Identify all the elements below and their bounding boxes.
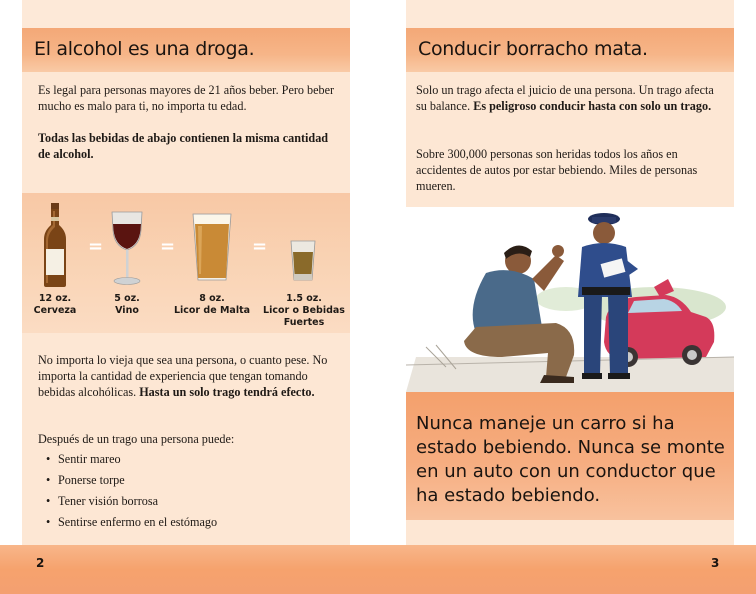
- page-number-left: 2: [36, 556, 45, 570]
- drink-name: Licor o Bebidas Fuertes: [263, 305, 345, 328]
- drink-name: Licor de Malta: [173, 305, 251, 316]
- drink-amount: 5 oz.: [114, 293, 140, 304]
- list-item: • Tener visión borrosa: [46, 491, 336, 512]
- drink-name: Vino: [115, 305, 139, 316]
- experience-bold-text: Hasta un solo trago tendrá efecto.: [139, 385, 315, 399]
- drink-label-wine: [100, 293, 154, 317]
- equals-sign-3: =: [252, 236, 268, 257]
- experience-text: No importa lo vieja que sea una persona, o cuanto pese. No importa la cantidad de experiencia que tengan tomando bebidas alcohólicas.: [38, 353, 328, 399]
- drink-amount: 1.5 oz.: [286, 293, 322, 304]
- equals-sign-1: =: [88, 236, 104, 257]
- police-traffic-stop-illustration: [406, 207, 734, 392]
- left-page-title: El alcohol es una droga.: [34, 38, 255, 60]
- list-item: • Sentirse enfermo en el estómago: [46, 512, 336, 533]
- drink-name: Cerveza: [33, 305, 77, 316]
- drink-amount: 8 oz.: [199, 293, 225, 304]
- judgment-text: Solo un trago afecta el juicio de una persona. Un trago afecta su balance.: [416, 83, 714, 113]
- right-statistics-paragraph: Sobre 300,000 personas son heridas todos los años en accidentes de autos por estar bebiendo. Miles de personas mueren.: [416, 147, 698, 193]
- beer-bottle-icon: [42, 203, 68, 287]
- left-margin: [0, 0, 22, 545]
- left-title-bar: [22, 28, 350, 72]
- drink-amount: 12 oz.: [38, 293, 72, 304]
- list-item: • Ponerse torpe: [46, 470, 336, 491]
- wine-glass-icon: [110, 210, 144, 286]
- left-effects-intro: Después de un trago una persona puede:: [38, 432, 235, 446]
- right-page-title: Conducir borracho mata.: [418, 38, 648, 60]
- left-experience-paragraph: [38, 352, 338, 400]
- judgment-bold-text: Es peligroso conducir hasta con solo un trago.: [473, 99, 712, 113]
- effects-list: [46, 449, 336, 533]
- left-equivalence-paragraph: Todas las bebidas de abajo contienen la misma cantidad de alcohol.: [38, 131, 329, 161]
- drink-label-beer: [30, 293, 80, 317]
- page-number-right: 3: [711, 556, 720, 570]
- list-item: • Sentir mareo: [46, 449, 336, 470]
- shot-glass-icon: [290, 240, 316, 282]
- equals-sign-2: =: [160, 236, 176, 257]
- drink-label-spirits: [262, 293, 346, 329]
- drink-label-malt-liquor: [168, 293, 256, 317]
- bottom-band: [0, 545, 756, 594]
- right-intro-paragraph: [416, 82, 722, 114]
- page-gutter: [350, 0, 406, 545]
- right-callout-text: Nunca maneje un carro si ha estado bebiendo. Nunca se monte en un auto con un conductor que ha estado bebiendo.: [416, 413, 725, 506]
- malt-liquor-glass-icon: [192, 212, 232, 282]
- right-margin: [734, 0, 756, 545]
- left-intro-paragraph: Es legal para personas mayores de 21 años beber. Pero beber mucho es malo para ti, no importa tu edad.: [38, 83, 335, 113]
- right-title-bar: [406, 28, 734, 72]
